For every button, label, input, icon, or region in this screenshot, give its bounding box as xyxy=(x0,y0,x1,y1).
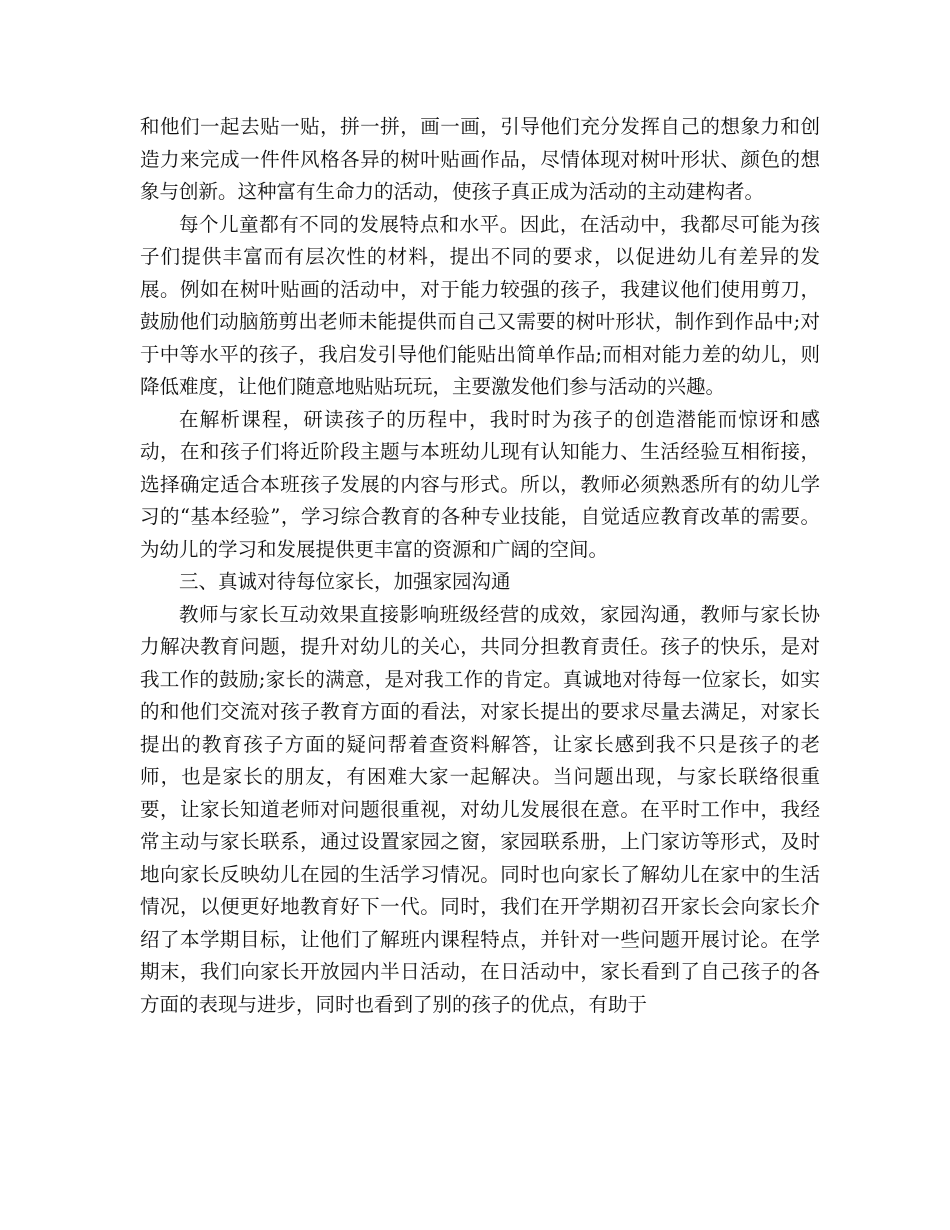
document-body xyxy=(140,111,820,1021)
paragraph-continued: 和他们一起去贴一贴，拼一拼，画一画，引导他们充分发挥自己的想象力和创造力来完成一件件风格各异的树叶贴画作品，尽情体现对树叶形状、颜色的想象与创新。这种富有生命力的活动，使孩子真正成为活动的主动建构者。 xyxy=(140,115,820,203)
section-heading-parent-communication: 三、真诚对待每位家长，加强家园沟通 xyxy=(179,570,511,593)
paragraph-parent-communication: 教师与家长互动效果直接影响班级经营的成效，家园沟通，教师与家长协力解决教育问题，提升对幼儿的关心，共同分担教育责任。孩子的快乐，是对我工作的鼓励;家长的满意，是对我工作的肯定。真诚地对待每一位家长，如实的和他们交流对孩子教育方面的看法，对家长提出的要求尽量去满足，对家长提出的教育孩子方面的疑问帮着查资料解答，让家长感到我不只是孩子的老师，也是家长的朋友，有困难大家一起解决。当问题出现，与家长联络很重要，让家长知道老师对问题很重视，对幼儿发展很在意。在平时工作中，我经常主动与家长联系，通过设置家园之窗，家园联系册，上门家访等形式，及时地向家长反映幼儿在园的生活学习情况。同时也向家长了解幼儿在家中的生活情况，以便更好地教育好下一代。同时，我们在开学期初召开家长会向家长介绍了本学期目标，让他们了解班内课程特点，并针对一些问题开展讨论。在学期末，我们向家长开放园内半日活动，在日活动中，家长看到了自己孩子的各方面的表现与进步，同时也看到了别的孩子的优点，有助于 xyxy=(140,602,820,1016)
paragraph-curriculum: 在解析课程，研读孩子的历程中，我时时为孩子的创造潜能而惊讶和感动，在和孩子们将近阶段主题与本班幼儿现有认知能力、生活经验互相衔接，选择确定适合本班孩子发展的内容与形式。所以，教师必须熟悉所有的幼儿学习的“基本经验”，学习综合教育的各种专业技能，自觉适应教育改革的需要。为幼儿的学习和发展提供更丰富的资源和广阔的空间。 xyxy=(140,407,820,561)
paragraph-development-levels: 每个儿童都有不同的发展特点和水平。因此，在活动中，我都尽可能为孩子们提供丰富而有层次性的材料，提出不同的要求，以促进幼儿有差异的发展。例如在树叶贴画的活动中，对于能力较强的孩子，我建议他们使用剪刀，鼓励他们动脑筋剪出老师未能提供而自己又需要的树叶形状，制作到作品中;对于中等水平的孩子，我启发引导他们能贴出简单作品;而相对能力差的幼儿，则降低难度，让他们随意地贴贴玩玩，主要激发他们参与活动的兴趣。 xyxy=(140,212,820,398)
